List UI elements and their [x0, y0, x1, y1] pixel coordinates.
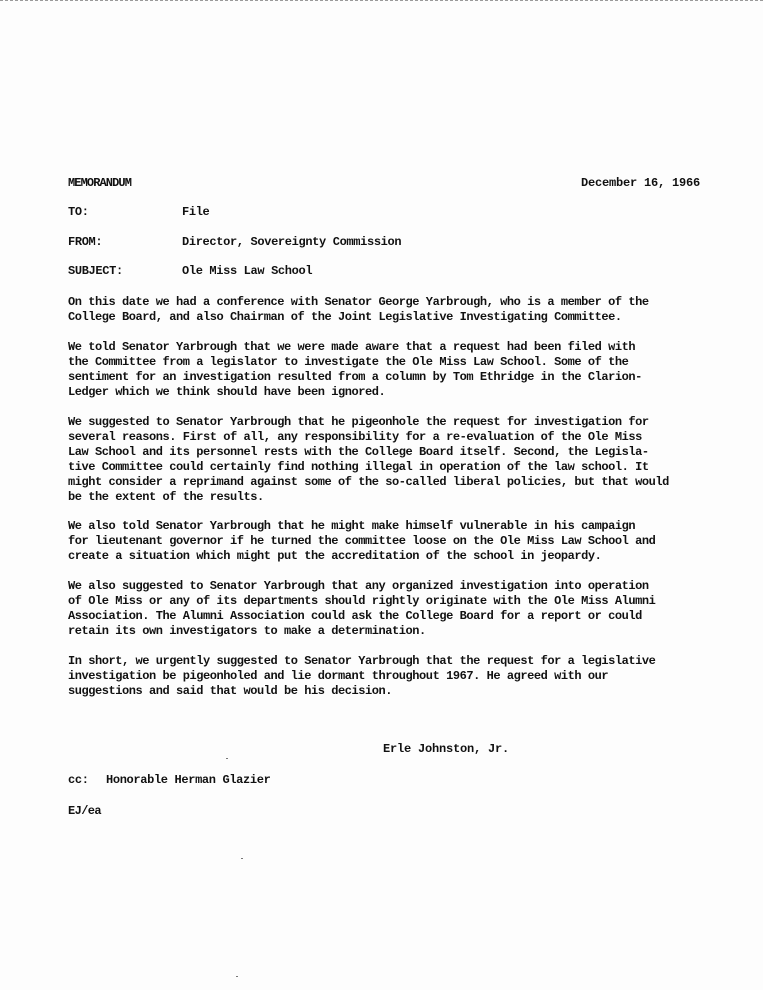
paragraph-line: We told Senator Yarbrough that we were made aware that a request had been filed with [68, 340, 636, 354]
paragraph-line: create a situation which might put the accreditation of the school in jeopardy. [68, 548, 602, 563]
paragraph-3 [68, 415, 748, 504]
paragraph-line: We suggested to Senator Yarbrough that he pigeonhole the request for investigation for [68, 415, 649, 429]
scan-speck [241, 858, 243, 859]
page-top-edge [0, 0, 763, 5]
paragraph-6 [68, 654, 748, 699]
cc-value: Honorable Herman Glazier [106, 773, 271, 787]
paragraph-line: the Committee from a legislator to investigate the Ole Miss Law School. Some of the [68, 354, 629, 369]
paragraph-line: suggestions and said that would be his decision. [68, 683, 393, 698]
paragraph-line: Ledger which we think should have been ignored. [68, 384, 386, 399]
paragraph-line: retain its own investigators to make a determination. [68, 623, 426, 638]
paragraph-line: of Ole Miss or any of its departments should rightly originate with the Ole Miss Alumni [68, 593, 656, 608]
paragraph-line: In short, we urgently suggested to Senator Yarbrough that the request for a legislative [68, 654, 656, 668]
scan-speck [236, 976, 238, 977]
subject-label: SUBJECT: [68, 264, 123, 278]
paragraph-line: College Board, and also Chairman of the Joint Legislative Investigating Committee. [68, 309, 622, 324]
paragraph-line: several reasons. First of all, any responsibility for a re-evaluation of the Ole Miss [68, 429, 642, 444]
paragraph-line: tive Committee could certainly find nothing illegal in operation of the law school. It [68, 459, 649, 474]
cc-label: cc: [68, 773, 89, 787]
paragraph-1 [68, 295, 748, 325]
paragraph-5 [68, 579, 748, 639]
from-label: FROM: [68, 235, 103, 249]
memo-date: December 16, 1966 [581, 176, 701, 190]
paragraph-line: Law School and its personnel rests with the College Board itself. Second, the Legisla- [68, 444, 649, 459]
paragraph-line: for lieutenant governor if he turned the committee loose on the Ole Miss Law School and [68, 533, 656, 548]
signature: Erle Johnston, Jr. [383, 742, 510, 756]
paragraph-line: sentiment for an investigation resulted from a column by Tom Ethridge in the Clarion- [68, 369, 642, 384]
paragraph-line: We also suggested to Senator Yarbrough that any organized investigation into operation [68, 579, 649, 593]
paragraph-line: On this date we had a conference with Senator George Yarbrough, who is a member of the [68, 295, 649, 309]
subject-value: Ole Miss Law School [182, 264, 313, 278]
paragraph-line: We also told Senator Yarbrough that he might make himself vulnerable in his campaign [68, 519, 636, 533]
paragraph-line: be the extent of the results. [68, 489, 264, 504]
paragraph-line: investigation be pigeonholed and lie dormant throughout 1967. He agreed with our [68, 668, 609, 683]
to-label: TO: [68, 205, 89, 219]
initials: EJ/ea [68, 804, 102, 818]
scan-speck [226, 758, 228, 759]
paragraph-2 [68, 340, 748, 400]
memo-heading: MEMORANDUM [68, 176, 132, 190]
paragraph-line: might consider a reprimand against some of the so-called liberal policies, but that would [68, 474, 669, 489]
paragraph-line: Association. The Alumni Association could ask the College Board for a report or could [68, 608, 642, 623]
from-value: Director, Sovereignty Commission [182, 235, 402, 249]
paragraph-4 [68, 519, 748, 564]
to-value: File [182, 205, 210, 219]
